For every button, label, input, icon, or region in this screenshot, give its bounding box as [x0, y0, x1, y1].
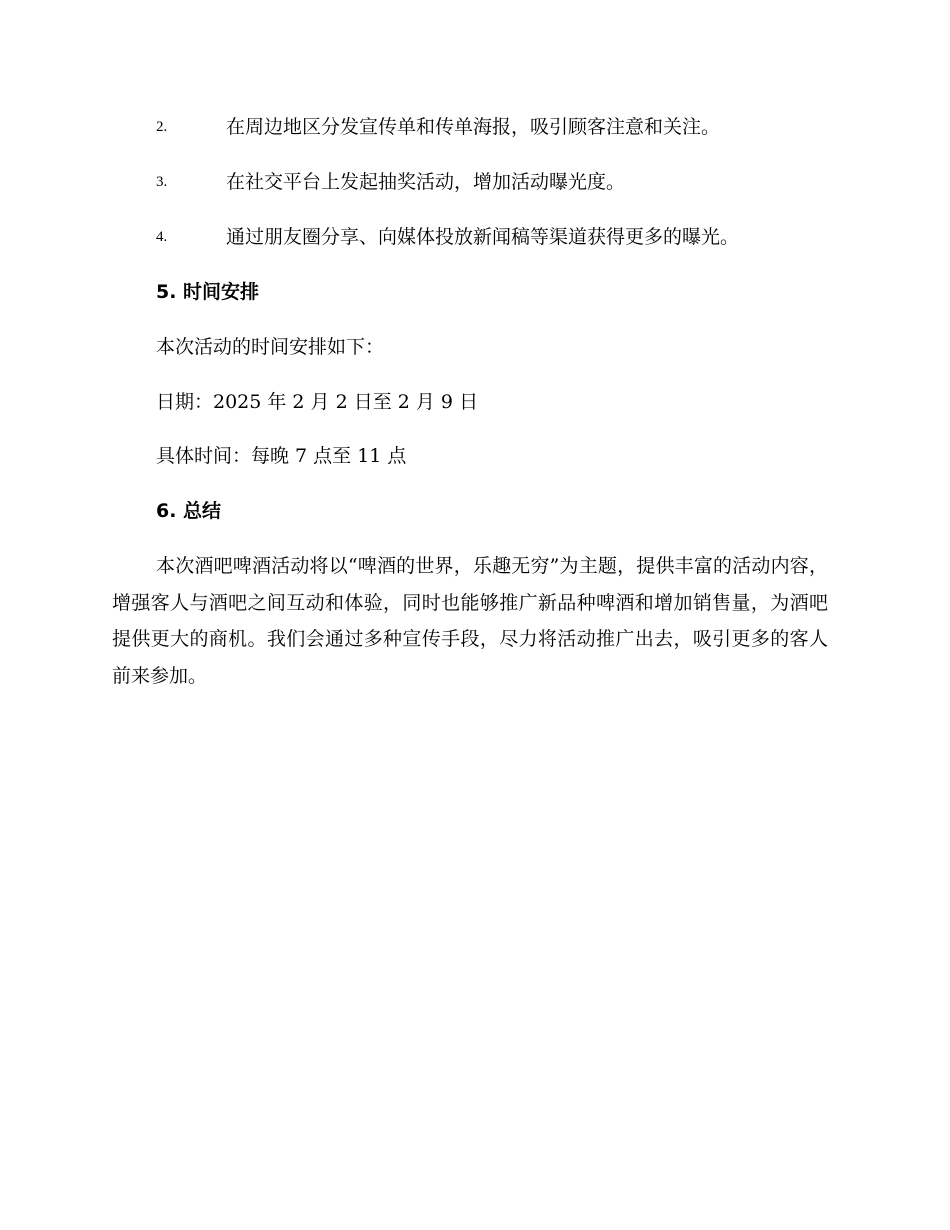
list-number: 2.	[156, 119, 168, 135]
list-text: 在周边地区分发宣传单和传单海报，吸引顾客注意和关注。	[226, 116, 721, 138]
summary-paragraph: 本次酒吧啤酒活动将以“啤酒的世界，乐趣无穷”为主题，提供丰富的活动内容，增强客人与酒吧之间互动和体验，同时也能够推广新品种啤酒和增加销售量，为酒吧提供更大的商机。我们会通过多种宣传手段，尽力将活动推广出去，吸引更多的客人前来参加。	[112, 555, 828, 687]
list-number: 4.	[156, 229, 168, 245]
schedule-date: 日期：2025 年 2 月 2 日至 2 月 9 日	[156, 391, 479, 413]
list-text: 通过朋友圈分享、向媒体投放新闻稿等渠道获得更多的曝光。	[226, 226, 740, 248]
list-text: 在社交平台上发起抽奖活动，增加活动曝光度。	[226, 171, 626, 193]
schedule-time: 具体时间：每晚 7 点至 11 点	[156, 445, 407, 467]
section-heading-summary: 6. 总结	[156, 500, 222, 522]
schedule-intro: 本次活动的时间安排如下：	[156, 336, 385, 358]
list-number: 3.	[156, 174, 168, 190]
section-heading-schedule: 5. 时间安排	[156, 281, 260, 303]
